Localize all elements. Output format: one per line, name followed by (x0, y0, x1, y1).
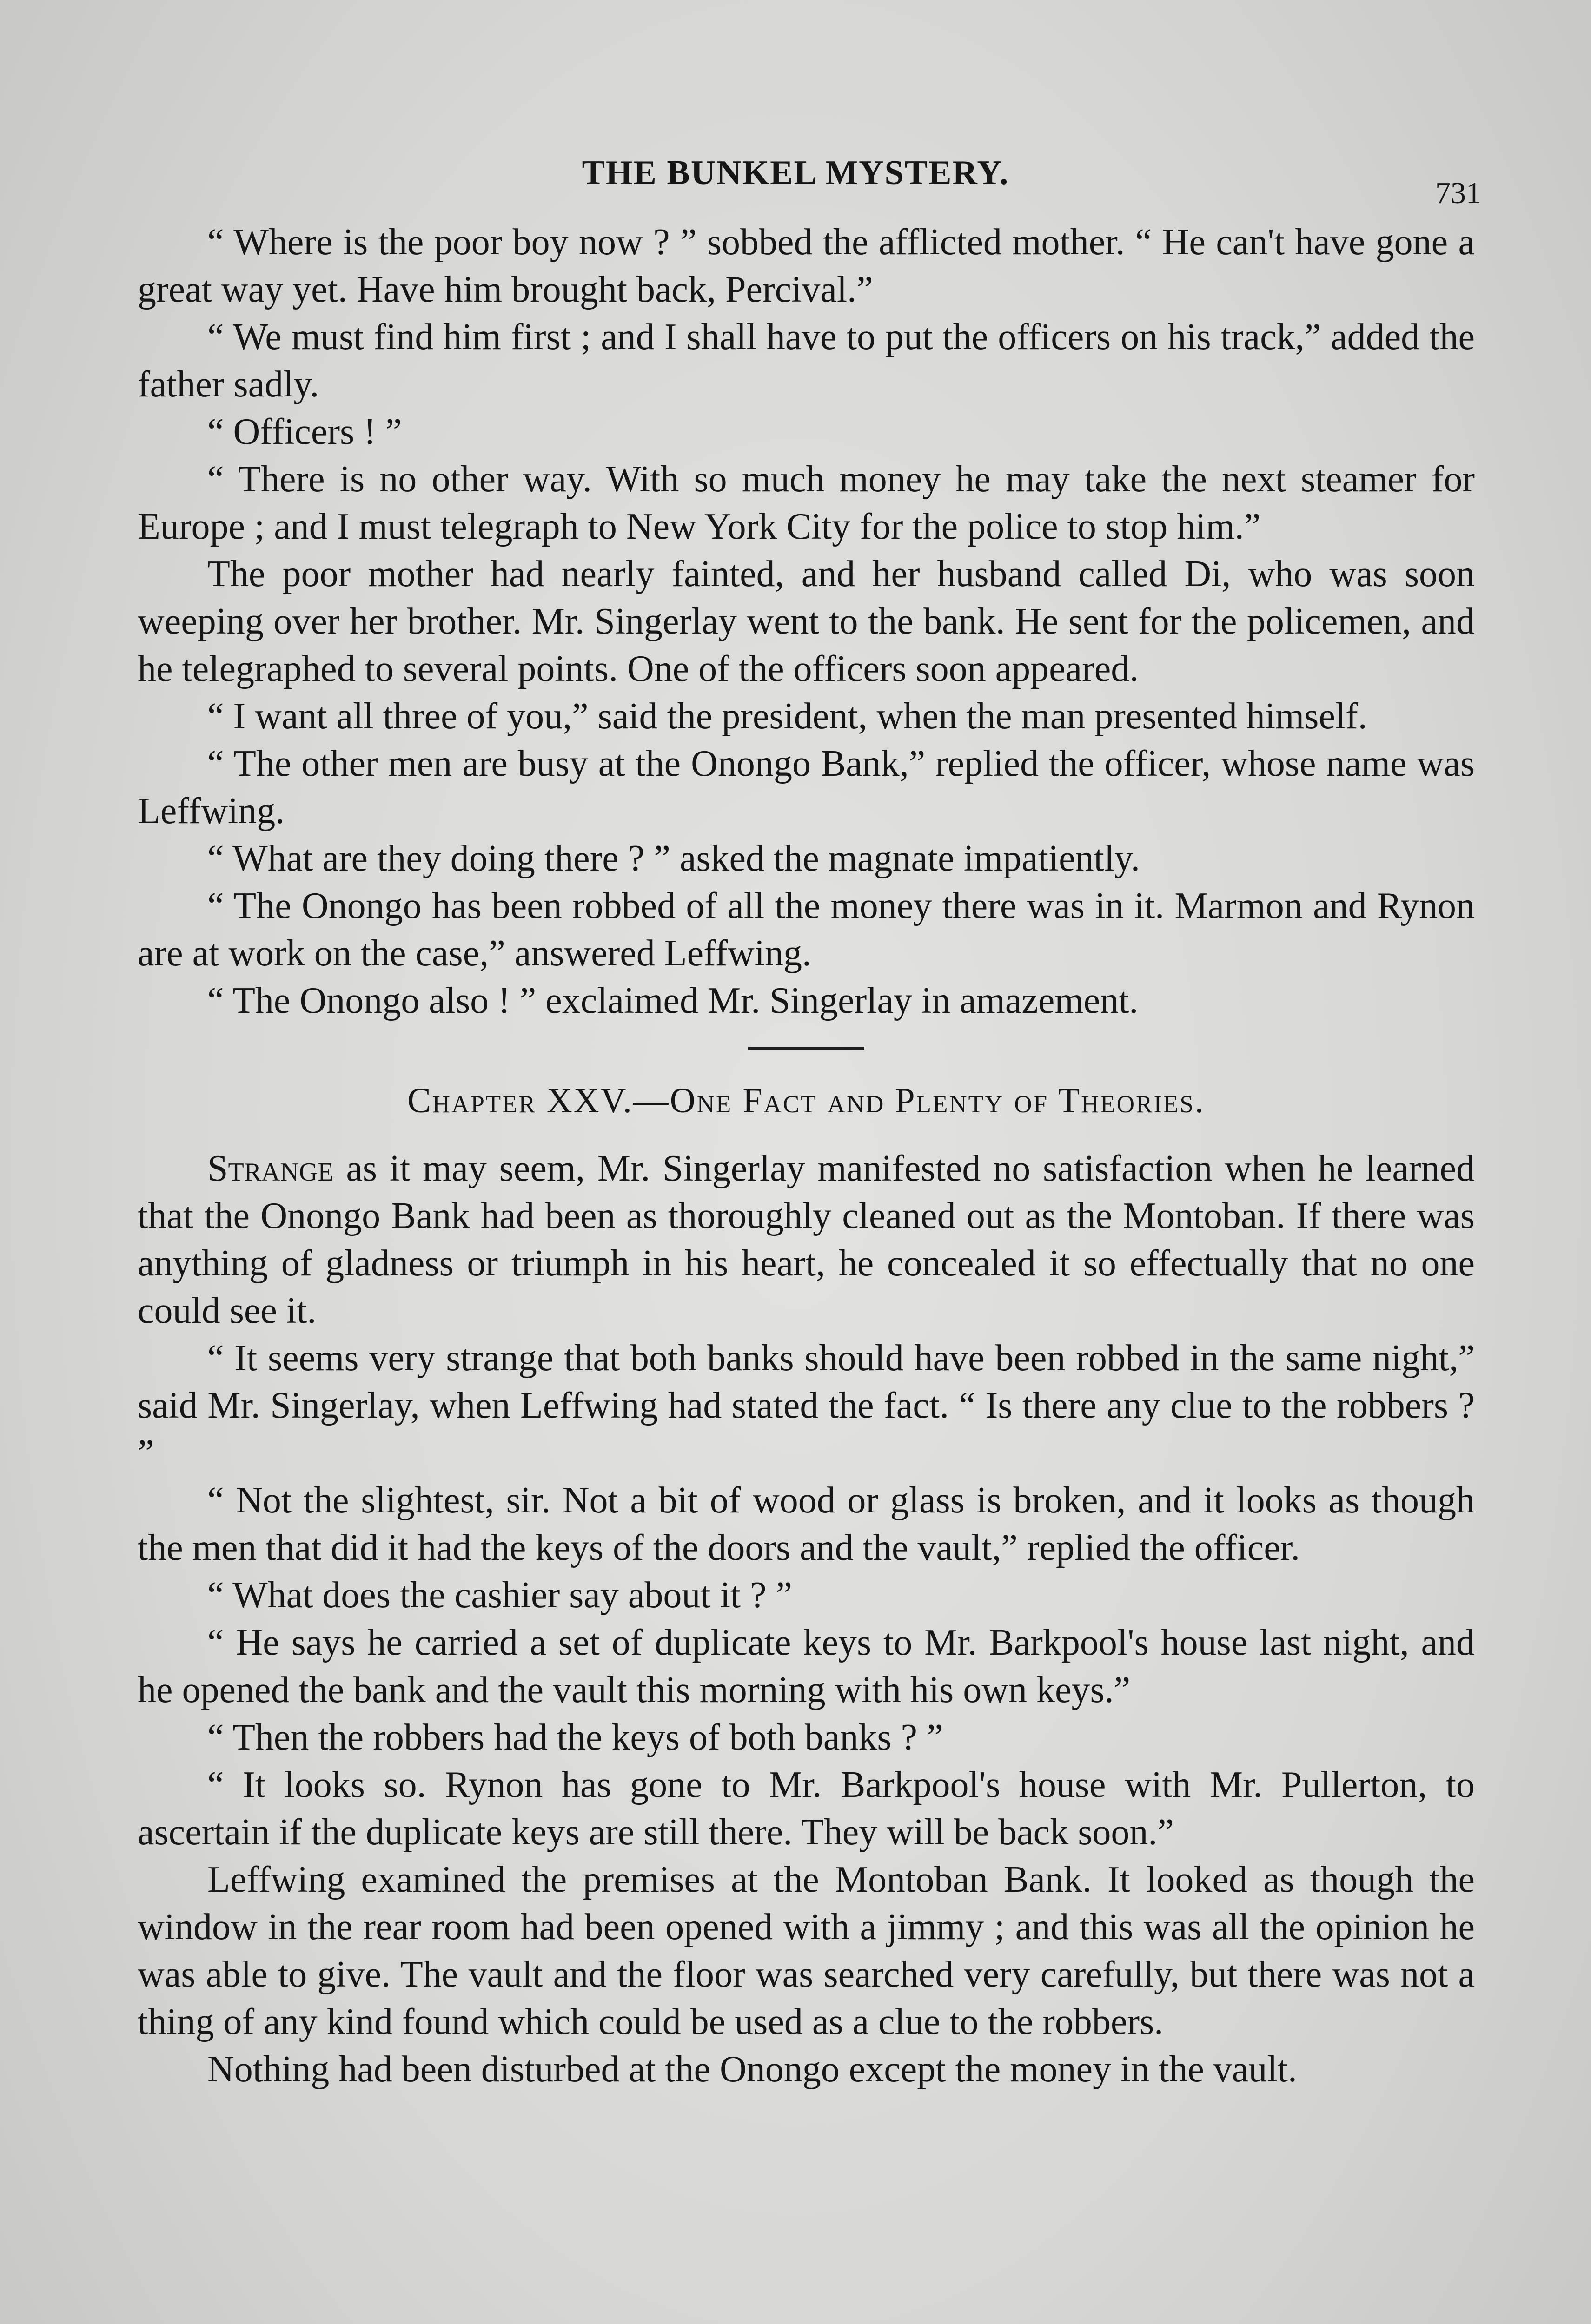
paragraph: The poor mother had nearly fainted, and her husband called Di, who was soon weeping over her brother. Mr. Singerlay went to the bank. He sent for the policemen, and he telegraphed to several points. One of the officers soon appeared. (138, 554, 1475, 689)
section-divider (748, 1047, 864, 1050)
page-number: 731 (1435, 176, 1481, 210)
paragraph: “ There is no other way. With so much money he may take the next steamer for Europe ; and I must telegraph to New York City for the police to stop him.” (138, 459, 1475, 547)
paragraph: Nothing had been disturbed at the Onongo except the money in the vault. (207, 2049, 1297, 2090)
lead-word: Strange (207, 1148, 334, 1189)
paragraph: “ The other men are busy at the Onongo Bank,” replied the officer, whose name was Leffwing. (138, 743, 1475, 832)
paragraph: “ The Onongo also ! ” exclaimed Mr. Singerlay in amazement. (207, 980, 1139, 1021)
running-title: THE BUNKEL MYSTERY. (582, 154, 1009, 192)
paragraph: “ Officers ! ” (207, 411, 402, 452)
paragraph-text: as it may seem, Mr. Singerlay manifested no satisfaction when he learned that the Onongo Bank had been as thoroughly cleaned out as the Montoban. If there was anything of gladness or triumph in his heart, he concealed it so effectually that no one could see it. (138, 1148, 1475, 1331)
chapter-first-paragraph (138, 1145, 1475, 1334)
paragraph: “ Then the robbers had the keys of both banks ? ” (207, 1717, 943, 1758)
paragraph: “ We must find him first ; and I shall have to put the officers on his track,” added the father sadly. (138, 317, 1475, 405)
paragraph: “ The Onongo has been robbed of all the money there was in it. Marmon and Rynon are at work on the case,” answered Leffwing. (138, 885, 1475, 974)
paragraph: “ I want all three of you,” said the president, when the man presented himself. (207, 696, 1367, 737)
paragraph: “ Not the slightest, sir. Not a bit of wood or glass is broken, and it looks as though the men that did it had the keys of the doors and the vault,” replied the officer. (138, 1480, 1475, 1568)
chapter-heading: Chapter XXV.—One Fact and Plenty of Theories. (407, 1081, 1205, 1120)
page-body (138, 218, 1475, 2093)
paragraph: “ It seems very strange that both banks should have been robbed in the same night,” said Mr. Singerlay, when Leffwing had stated the fact. “ Is there any clue to the robbers ? ” (138, 1338, 1475, 1473)
paragraph: “ Where is the poor boy now ? ” sobbed the afflicted mother. “ He can't have gone a great way yet. Have him brought back, Percival.” (138, 222, 1475, 310)
paragraph: “ What are they doing there ? ” asked the magnate impatiently. (207, 838, 1140, 879)
paragraph: “ What does the cashier say about it ? ” (207, 1575, 793, 1616)
paragraph: Leffwing examined the premises at the Montoban Bank. It looked as though the window in the rear room had been opened with a jimmy ; and this was all the opinion he was able to give. The vault and the floor was searched very carefully, but there was not a thing of any kind found which could be used as a clue to the robbers. (138, 1859, 1475, 2042)
paragraph: “ It looks so. Rynon has gone to Mr. Barkpool's house with Mr. Pullerton, to ascertain if the duplicate keys are still there. They will be back soon.” (138, 1764, 1475, 1853)
paragraph: “ He says he carried a set of duplicate keys to Mr. Barkpool's house last night, and he opened the bank and the vault this morning with his own keys.” (138, 1622, 1475, 1710)
